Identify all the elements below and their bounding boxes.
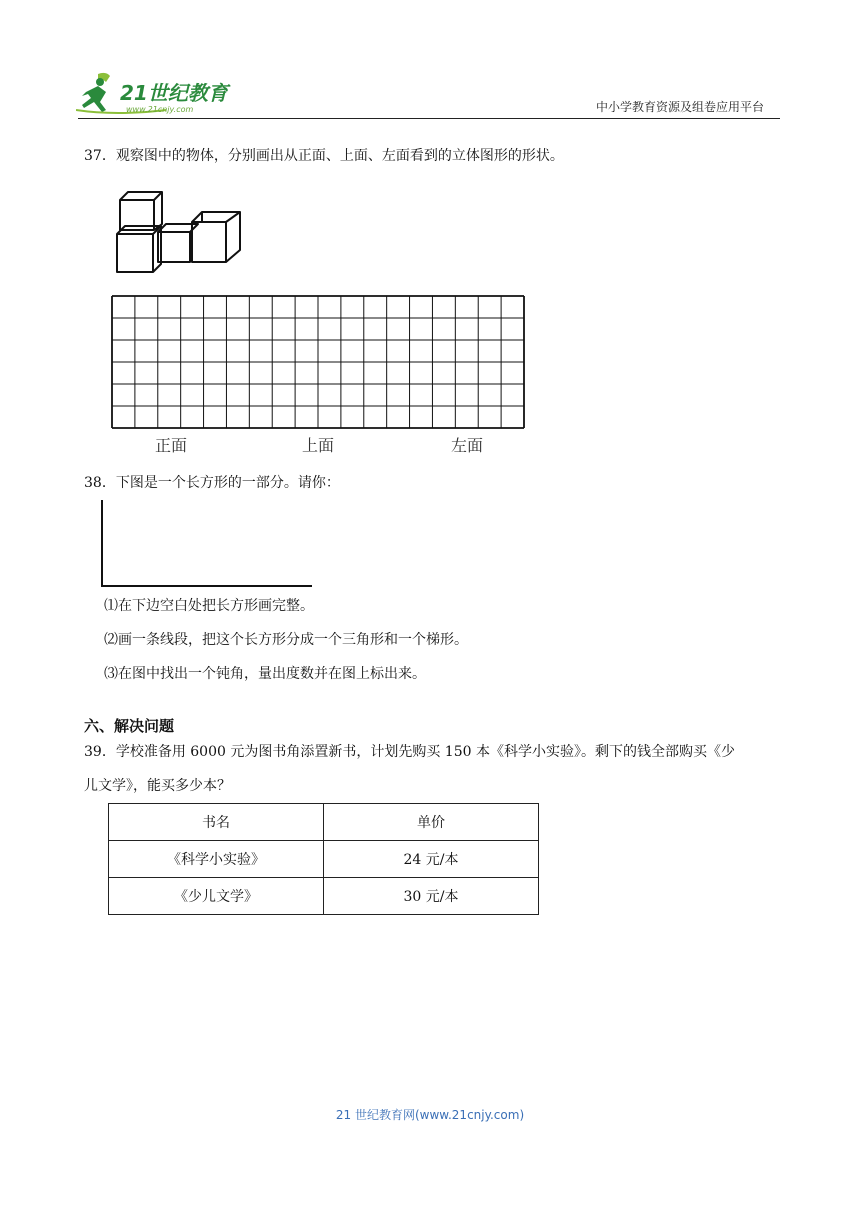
platform-name: 中小学教育资源及组卷应用平台 [596,100,765,114]
label-front-view: 正面 [155,436,188,455]
table-row [109,841,539,878]
cell-book-name: 《科学小实验》 [109,841,324,878]
price-table [108,803,539,915]
partial-rectangle [100,498,316,590]
q39-line-2: 儿文学》，能买多少本？ [84,778,231,794]
q38-text: 38．下图是一个长方形的一部分。请你： [84,475,340,491]
header-book-name: 书名 [109,804,324,841]
cube-figure [112,186,248,276]
drawing-grid[interactable] [110,294,526,432]
cell-unit-price: 30 元/本 [324,878,539,915]
table-row [109,878,539,915]
header-divider [78,118,780,119]
footer-text: 21 世纪教育网(www.21cnjy.com) [335,1108,525,1122]
site-logo [76,70,252,116]
label-left-view: 左面 [451,436,484,455]
q38-item-3: ⑶在图中找出一个钝角，量出度数并在图上标出来。 [104,666,426,682]
logo-text: 21世纪教育 [120,81,228,105]
q37-text: 37．观察图中的物体，分别画出从正面、上面、左面看到的立体图形的形状。 [84,148,564,164]
q39-line-1: 39．学校准备用 6000 元为图书角添置新书，计划先购买 150 本《科学小实验》。剩下的钱全部购买《少 [84,744,735,760]
cell-book-name: 《少儿文学》 [109,878,324,915]
logo-url: www.21cnjy.com [126,105,194,114]
q38-item-1: ⑴在下边空白处把长方形画完整。 [104,598,314,614]
q38-item-2: ⑵画一条线段，把这个长方形分成一个三角形和一个梯形。 [104,632,468,648]
header-unit-price: 单价 [324,804,539,841]
label-top-view: 上面 [302,436,335,455]
cell-unit-price: 24 元/本 [324,841,539,878]
section-title: 六、解决问题 [84,717,175,735]
table-header-row [109,804,539,841]
